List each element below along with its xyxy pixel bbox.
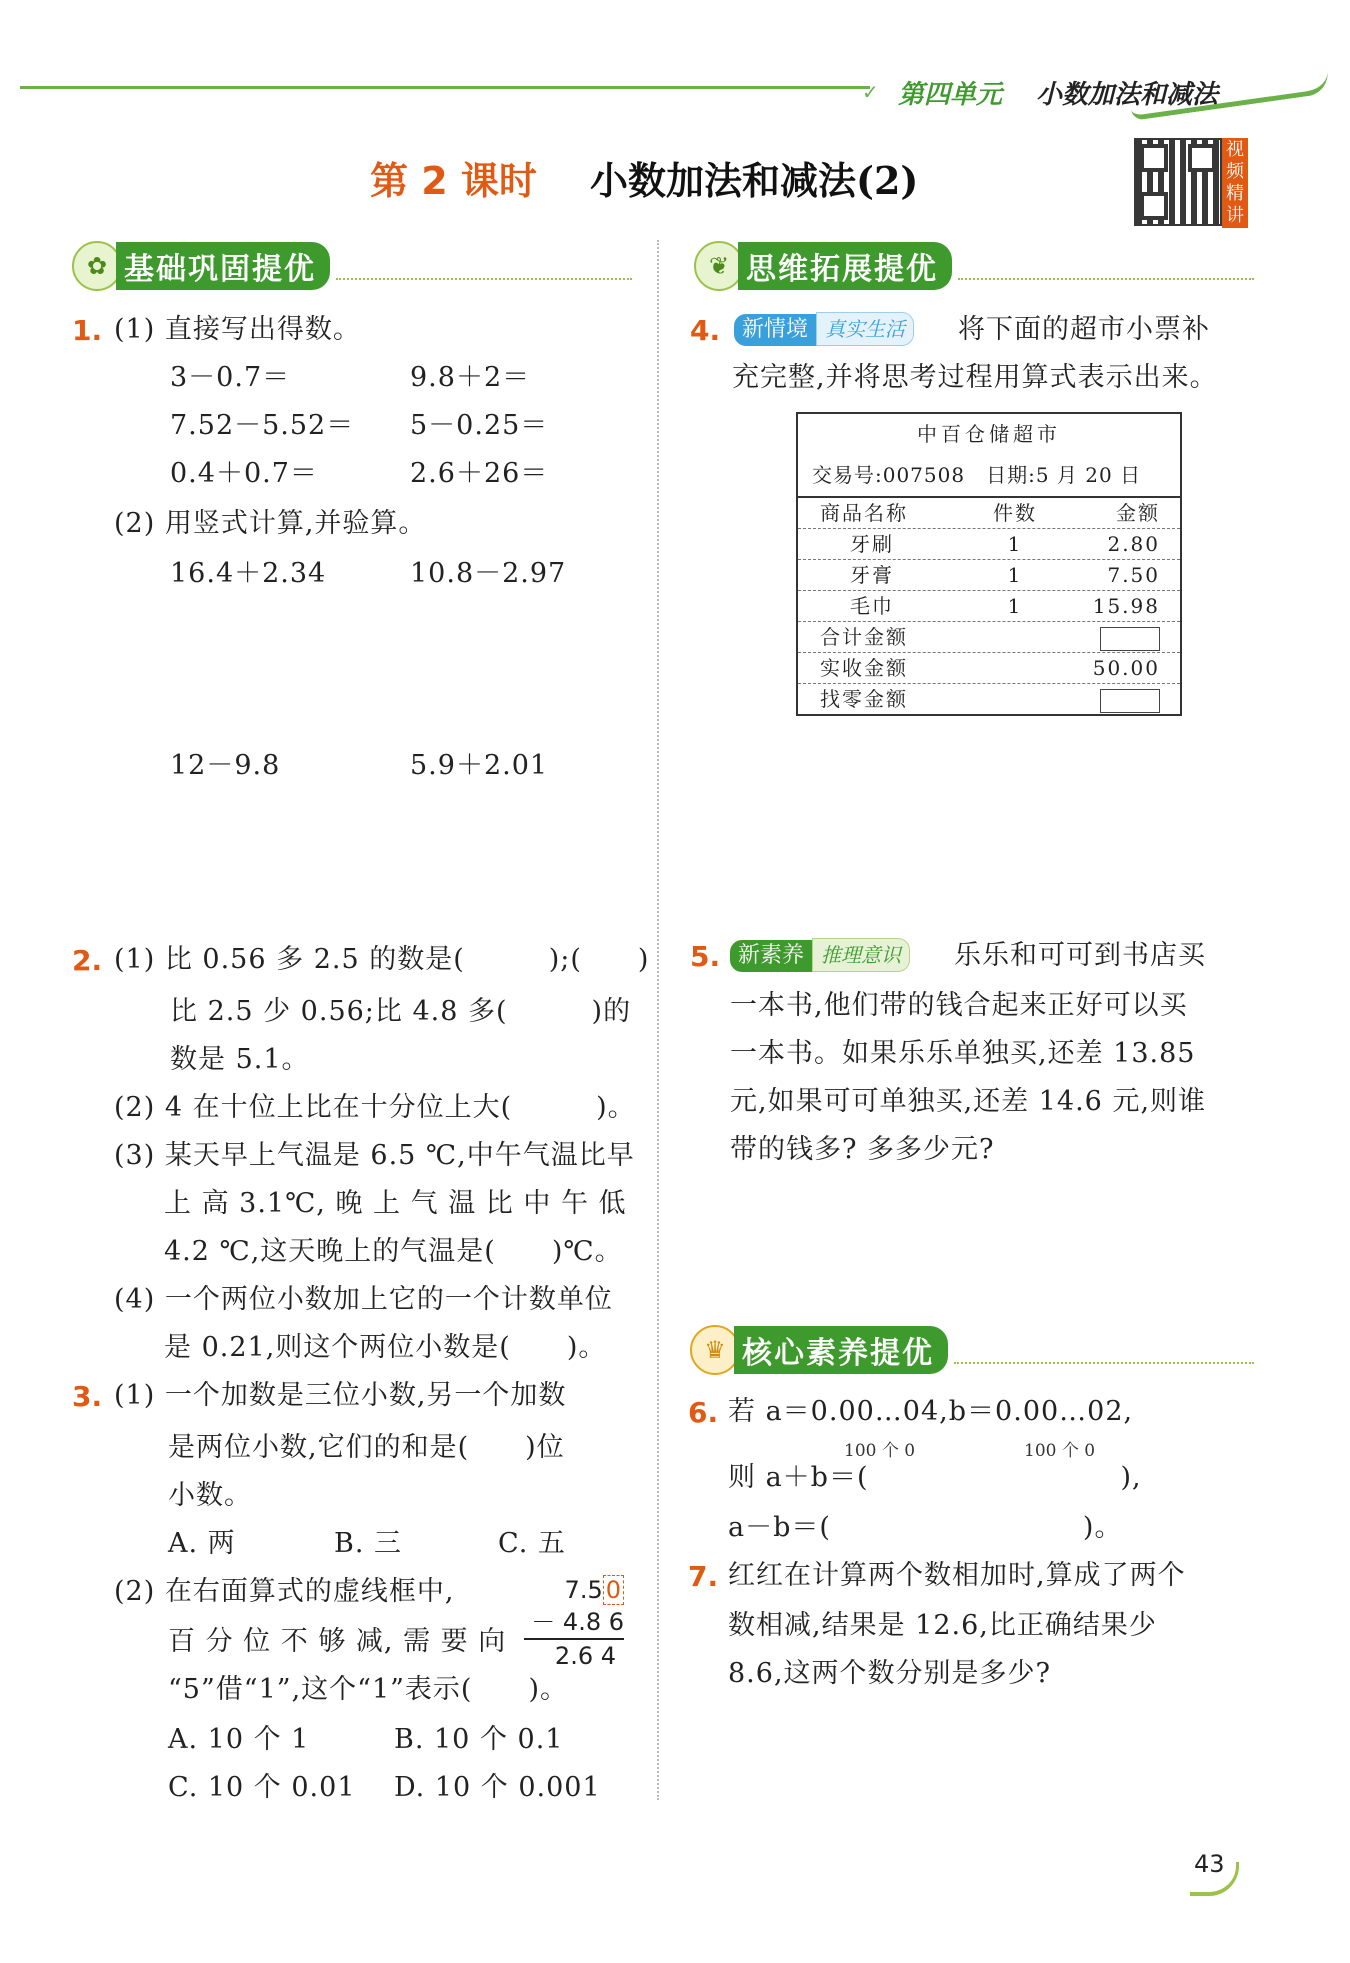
receipt-item-name: 牙刷 <box>850 532 894 556</box>
q3-option: D. 10 个 0.001 <box>394 1772 601 1803</box>
receipt-item-amount: 7.50 <box>1107 563 1160 587</box>
q7-line: 数相减,结果是 12.6,比正确结果少 <box>728 1610 1157 1641</box>
header-unit-title: 小数加法和减法 <box>1036 80 1219 110</box>
q3-option: C. 五 <box>498 1528 566 1559</box>
receipt-paid-label: 实收金额 <box>820 656 908 680</box>
q6-line3: a－b＝( )。 <box>728 1512 1123 1543</box>
section-basic-title: 基础巩固提优 <box>116 242 330 290</box>
header-unit: 第四单元 <box>898 80 1003 110</box>
qr-label-char: 精 <box>1226 183 1244 204</box>
q1-calc: 2.6＋26＝ <box>410 458 549 489</box>
q6-b-prefix: ,b＝0. <box>939 1396 1023 1427</box>
receipt-total-label: 合计金额 <box>820 625 908 649</box>
receipt-header-amount: 金额 <box>1116 501 1160 525</box>
trophy-icon: ♛ <box>690 1325 740 1375</box>
q1-calc: 3－0.7＝ <box>170 362 291 393</box>
receipt-info: 交易号:007508 日期:5 月 20 日 <box>798 454 1180 498</box>
q3-option: A. 10 个 1 <box>168 1724 310 1755</box>
receipt-item-qty: 1 <box>1007 563 1023 587</box>
q5-line: 带的钱多? 多多少元? <box>730 1134 995 1165</box>
q3-line: 小数。 <box>168 1480 252 1511</box>
q5-tags <box>730 938 910 972</box>
q5-line: 元,如果可可单独买,还差 14.6 元,则谁 <box>730 1086 1207 1117</box>
receipt-item-name: 毛巾 <box>850 594 894 618</box>
vert-result: 2.6 4 <box>554 1642 616 1670</box>
q4-number: 4. <box>690 314 721 347</box>
q5-number: 5. <box>690 940 721 973</box>
q1-calc: 0.4＋0.7＝ <box>170 458 318 489</box>
receipt-item-row <box>798 590 1180 621</box>
q2-line: 上 高 3.1℃, 晚 上 气 温 比 中 午 低 <box>164 1188 627 1219</box>
section-core-banner <box>690 1328 1254 1372</box>
receipt-item-amount: 2.80 <box>1107 532 1160 556</box>
lesson-title: 小数加法和减法(2) <box>590 158 919 203</box>
q6-a-digits: 00…04 <box>838 1396 940 1427</box>
q1-calc: 9.8＋2＝ <box>410 362 531 393</box>
q5-tag-literacy: 新素养 <box>730 940 812 972</box>
q3-line: 是两位小数,它们的和是( )位 <box>168 1432 565 1463</box>
q4-tag-life: 真实生活 <box>816 312 914 346</box>
q2-line: 比 2.5 少 0.56;比 4.8 多( )的 <box>170 996 632 1027</box>
q3-number: 3. <box>72 1380 103 1413</box>
q6-b-digits: 00…02 <box>1022 1396 1124 1427</box>
q3-line: “5”借“1”,这个“1”表示( )。 <box>168 1674 569 1705</box>
q2-line: (4) 一个两位小数加上它的一个计数单位 <box>114 1284 613 1315</box>
q1-vertical: 12－9.8 <box>170 750 281 781</box>
q3-option: B. 10 个 0.1 <box>394 1724 564 1755</box>
q2-line: (2) 4 在十位上比在十分位上大( )。 <box>114 1092 636 1123</box>
receipt-paid-row <box>798 652 1180 683</box>
q6-number: 6. <box>688 1396 719 1429</box>
column-divider <box>657 240 659 1800</box>
lesson-label: 第 2 课时 <box>370 159 537 203</box>
receipt-change-label: 找零金额 <box>820 687 908 711</box>
section-thinking-title: 思维拓展提优 <box>738 242 952 290</box>
q1-vertical: 10.8－2.97 <box>410 558 567 589</box>
vert-top-box: 0 <box>603 1575 624 1605</box>
q1-calc: 5－0.25＝ <box>410 410 549 441</box>
q3-option: B. 三 <box>334 1528 403 1559</box>
q6-brace-label: 100 个 0 <box>1024 1441 1096 1461</box>
q5-line: 一本书。如果乐乐单独买,还差 13.85 <box>730 1038 1196 1069</box>
receipt-store: 中百仓储超市 <box>917 422 1061 446</box>
receipt-item-row <box>798 559 1180 590</box>
qr-label <box>1222 138 1248 228</box>
qr-label-char: 频 <box>1226 161 1244 182</box>
qr-label-char: 视 <box>1226 139 1244 160</box>
receipt-paid-amount: 50.00 <box>1092 656 1160 680</box>
receipt-change-row <box>798 683 1180 714</box>
q2-line: 数是 5.1。 <box>170 1044 310 1075</box>
q4-line: 充完整,并将思考过程用算式表示出来。 <box>732 362 1218 393</box>
page-number: 43 <box>1194 1850 1225 1878</box>
q6-line2: 则 a＋b＝( ), <box>728 1462 1142 1493</box>
q7-line: 红红在计算两个数相加时,算成了两个 <box>728 1560 1186 1591</box>
receipt-item-row <box>798 528 1180 559</box>
qr-code[interactable] <box>1134 138 1222 226</box>
q5-line: 一本书,他们带的钱合起来正好可以买 <box>730 990 1188 1021</box>
q4-tags <box>734 312 914 346</box>
page-number-swoosh <box>1190 1862 1239 1896</box>
q6-brace-label: 100 个 0 <box>844 1441 916 1461</box>
q2-number: 2. <box>72 944 103 977</box>
receipt-item-name: 牙膏 <box>850 563 894 587</box>
vert-sub: － 4.8 6 <box>524 1606 624 1640</box>
q3-option: A. 两 <box>168 1528 236 1559</box>
q1-vertical: 5.9＋2.01 <box>410 750 549 781</box>
q7-number: 7. <box>688 1560 719 1593</box>
sprout-icon: ❦ <box>694 241 744 291</box>
q7-line: 8.6,这两个数分别是多少? <box>728 1658 1051 1689</box>
qr-label-char: 讲 <box>1226 205 1244 226</box>
section-divider <box>954 1336 1254 1364</box>
q3-line: (1) 一个加数是三位小数,另一个加数 <box>114 1380 567 1411</box>
receipt-item-qty: 1 <box>1007 594 1023 618</box>
vert-top: 7.5 <box>564 1576 603 1604</box>
section-thinking-banner <box>694 244 1254 288</box>
receipt-item-qty: 1 <box>1007 532 1023 556</box>
receipt-total-row <box>798 621 1180 652</box>
section-divider <box>336 252 632 280</box>
receipt-total-blank[interactable] <box>1100 627 1160 651</box>
section-core-title: 核心素养提优 <box>734 1326 948 1374</box>
receipt <box>796 412 1182 716</box>
q6-a-prefix: 若 a＝0. <box>728 1396 839 1427</box>
receipt-item-amount: 15.98 <box>1092 594 1160 618</box>
header-leaf-icon: ✓ <box>862 80 879 104</box>
q2-line: (1) 比 0.56 多 2.5 的数是( );( ) <box>114 944 650 975</box>
q2-line: 是 0.21,则这个两位小数是( )。 <box>164 1332 607 1363</box>
q1-calc: 7.52－5.52＝ <box>170 410 355 441</box>
q4-line: 将下面的超市小票补 <box>958 314 1210 345</box>
q3-line: (2) 在右面算式的虚线框中, <box>114 1576 455 1607</box>
q1-number: 1. <box>72 314 103 347</box>
section-basic-banner <box>72 244 632 288</box>
q5-tag-reasoning: 推理意识 <box>812 938 910 972</box>
vertical-subtraction <box>524 1574 624 1672</box>
q3-option: C. 10 个 0.01 <box>168 1772 356 1803</box>
seedling-icon: ✿ <box>72 241 122 291</box>
q4-tag-scenario: 新情境 <box>734 314 816 346</box>
q1-part2: (2) 用竖式计算,并验算。 <box>114 508 427 539</box>
q5-line: 乐乐和可可到书店买 <box>954 940 1206 971</box>
q2-line: (3) 某天早上气温是 6.5 ℃,中午气温比早 <box>114 1140 635 1171</box>
receipt-change-blank[interactable] <box>1100 689 1160 713</box>
q1-vertical: 16.4＋2.34 <box>170 558 327 589</box>
q1-part1: (1) 直接写出得数。 <box>114 314 361 345</box>
q3-line: 百 分 位 不 够 减, 需 要 向 <box>168 1626 507 1657</box>
q6-comma: , <box>1123 1396 1134 1427</box>
q2-line: 4.2 ℃,这天晚上的气温是( )℃。 <box>164 1236 623 1267</box>
receipt-header <box>798 498 1180 528</box>
q6-line1 <box>728 1388 1133 1436</box>
receipt-header-qty: 件数 <box>993 501 1037 525</box>
section-divider <box>958 252 1254 280</box>
receipt-header-name: 商品名称 <box>820 501 908 525</box>
header-rule <box>20 86 870 89</box>
